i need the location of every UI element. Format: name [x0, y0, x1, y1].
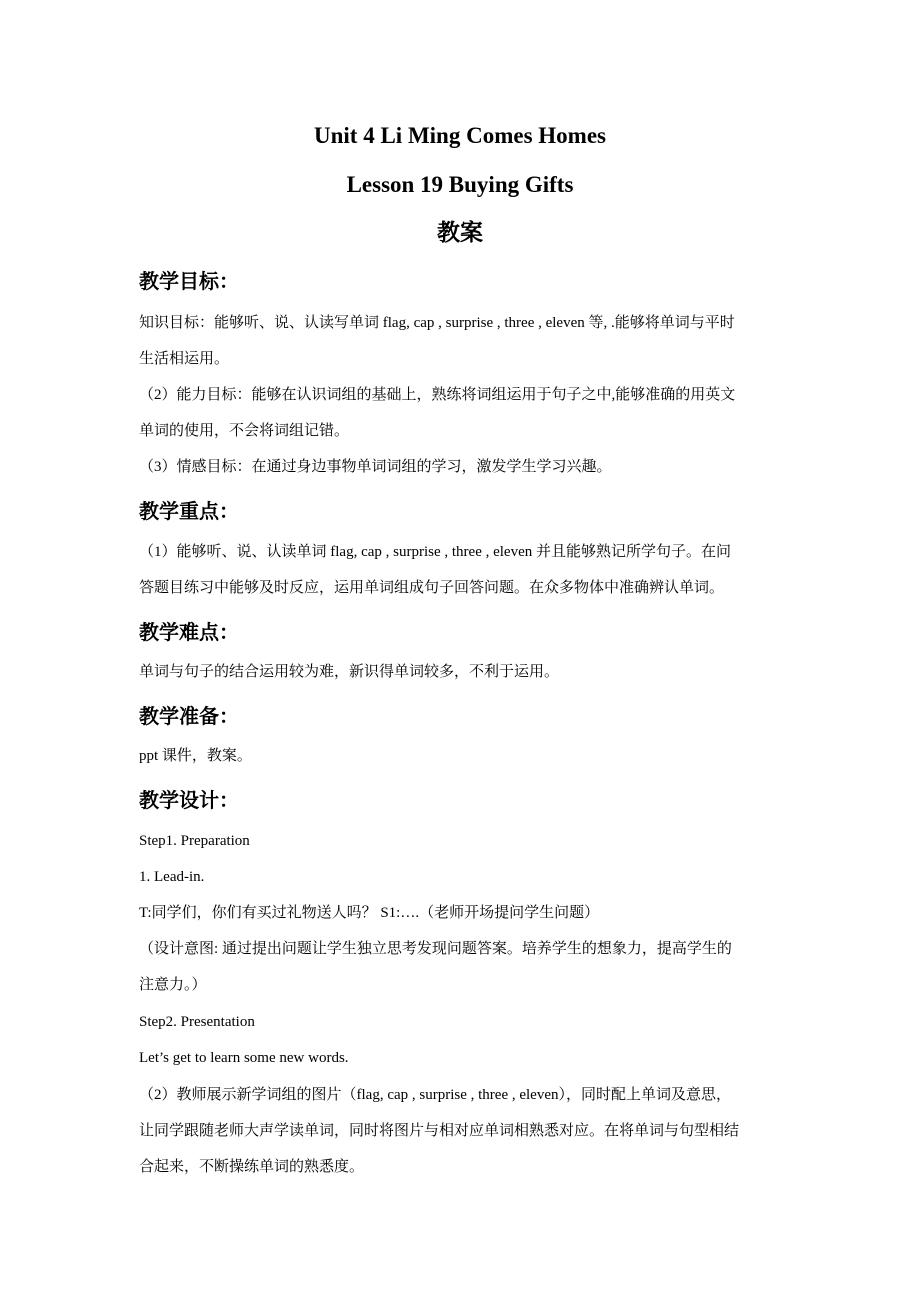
difficulties-text-line: 单词与句子的结合运用较为难，新识得单词较多，不利于运用。 [139, 664, 560, 680]
unit-title: Unit 4 Li Ming Comes Homes [314, 123, 606, 148]
doc-type-title: 教案 [437, 220, 483, 246]
objectives-text-line: 知识目标：能够听、说、认读写单词 flag, cap , surprise , three , eleven 等, .能够将单词与平时 [139, 315, 735, 331]
objectives-text-line: （2）能力目标：能够在认识词组的基础上，熟练将词组运用于句子之中,能够准确的用英文 [139, 387, 736, 403]
design-heading: 教学设计： [139, 788, 239, 812]
design-text-line: 合起来，不断操练单词的熟悉度。 [139, 1159, 365, 1175]
objectives-text-line: （3）情感目标：在通过身边事物单词词组的学习，激发学生学习兴趣。 [139, 459, 612, 475]
objectives-heading: 教学目标： [139, 269, 239, 293]
design-text-line: 注意力。） [139, 977, 207, 993]
design-text-line: 1. Lead-in. [139, 869, 205, 885]
lesson-title: Lesson 19 Buying Gifts [346, 172, 574, 197]
key-points-text-line: 答题目练习中能够及时反应，运用单词组成句子回答问题。在众多物体中准确辨认单词。 [139, 580, 725, 596]
key-points-heading: 教学重点： [139, 499, 239, 523]
key-points-text-line: （1）能够听、说、认读单词 flag, cap , surprise , three , eleven 并且能够熟记所学句子。在问 [139, 544, 731, 560]
objectives-text-line: 生活相运用。 [139, 351, 230, 367]
design-text-line: （设计意图: 通过提出问题让学生独立思考发现问题答案。培养学生的想象力，提高学生的 [139, 941, 732, 957]
preparation-heading: 教学准备： [139, 704, 239, 728]
design-text-line: Let’s get to learn some new words. [139, 1050, 349, 1066]
design-text-line: 让同学跟随老师大声学读单词，同时将图片与相对应单词相熟悉对应。在将单词与句型相结 [139, 1123, 740, 1139]
difficulties-heading: 教学难点： [139, 620, 239, 644]
design-text-line: Step2. Presentation [139, 1014, 255, 1030]
design-text-line: T:同学们，你们有买过礼物送人吗？ S1:….（老师开场提问学生问题） [139, 905, 600, 921]
design-text-line: （2）教师展示新学词组的图片（flag, cap , surprise , three , eleven），同时配上单词及意思， [139, 1087, 731, 1103]
objectives-text-line: 单词的使用，不会将词组记错。 [139, 423, 350, 439]
design-text-line: Step1. Preparation [139, 833, 250, 849]
preparation-text-line: ppt 课件，教案。 [139, 748, 252, 764]
